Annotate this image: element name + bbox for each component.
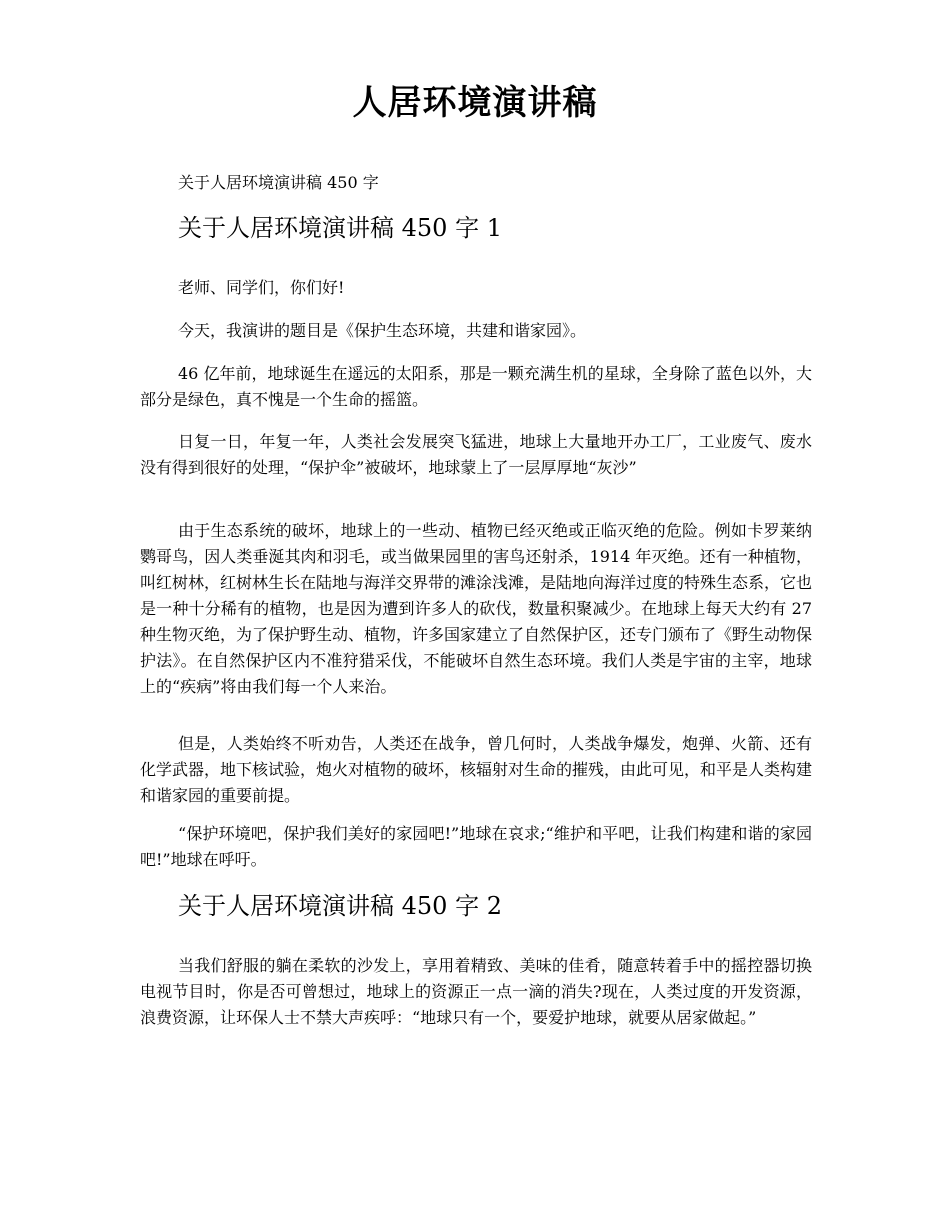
section-1-paragraph-7: “保护环境吧，保护我们美好的家园吧!”地球在哀求;“维护和平吧，让我们构建和谐的家园吧!”地球在呼吁。 xyxy=(140,824,812,869)
section-1-paragraph-2: 今天，我演讲的题目是《保护生态环境，共建和谐家园》。 xyxy=(178,321,587,340)
section-1-heading: 关于人居环境演讲稿 450 字 1 xyxy=(178,214,502,242)
section-1-paragraph-5: 由于生态系统的破坏，地球上的一些动、植物已经灭绝或正临灭绝的危险。例如卡罗莱纳鹦哥鸟，因人类垂涎其肉和羽毛，或当做果园里的害鸟还射杀，1914 年灭绝。还有一种植物，叫红树林，红树林生长在陆地与海洋交界带的滩涂浅滩，是陆地向海洋过度的特殊生态系，它也是一种十分稀有的植物，也是因为遭到许多人的砍伐，数量积聚减少。在地球上每天大约有 27 种生物灭绝，为了保护野生动、植物，许多国家建立了自然保护区，还专门颁布了《野生动物保护法》。在自然保护区内不准狩猎采伐，不能破坏自然生态环境。我们人类是宇宙的主宰，地球上的“疾病”将由我们每一个人来治。 xyxy=(140,521,813,696)
section-2-paragraph-1: 当我们舒服的躺在柔软的沙发上，享用着精致、美味的佳肴，随意转着手中的摇控器切换电视节目时，你是否可曾想过，地球上的资源正一点一滴的消失?现在，人类过度的开发资源，浪费资源，让环保人士不禁大声疾呼：“地球只有一个，要爱护地球，就要从居家做起。” xyxy=(140,956,812,1027)
document-subtitle: 关于人居环境演讲稿 450 字 xyxy=(178,173,379,192)
section-1-paragraph-1: 老师、同学们，你们好! xyxy=(178,278,345,297)
section-1-paragraph-6: 但是，人类始终不听劝告，人类还在战争，曾几何时，人类战争爆发，炮弹、火箭、还有化学武器，地下核试验，炮火对植物的破坏，核辐射对生命的摧残，由此可见，和平是人类构建和谐家园的重要前提。 xyxy=(140,734,813,805)
section-1-paragraph-4: 日复一日，年复一年，人类社会发展突飞猛进，地球上大量地开办工厂，工业废气、废水没有得到很好的处理，“保护伞”被破坏，地球蒙上了一层厚厚地“灰沙” xyxy=(140,432,812,477)
document-title: 人居环境演讲稿 xyxy=(352,83,598,123)
section-2-heading: 关于人居环境演讲稿 450 字 2 xyxy=(178,892,502,920)
section-1-paragraph-3: 46 亿年前，地球诞生在遥远的太阳系，那是一颗充满生机的星球，全身除了蓝色以外，大部分是绿色，真不愧是一个生命的摇篮。 xyxy=(140,364,812,409)
